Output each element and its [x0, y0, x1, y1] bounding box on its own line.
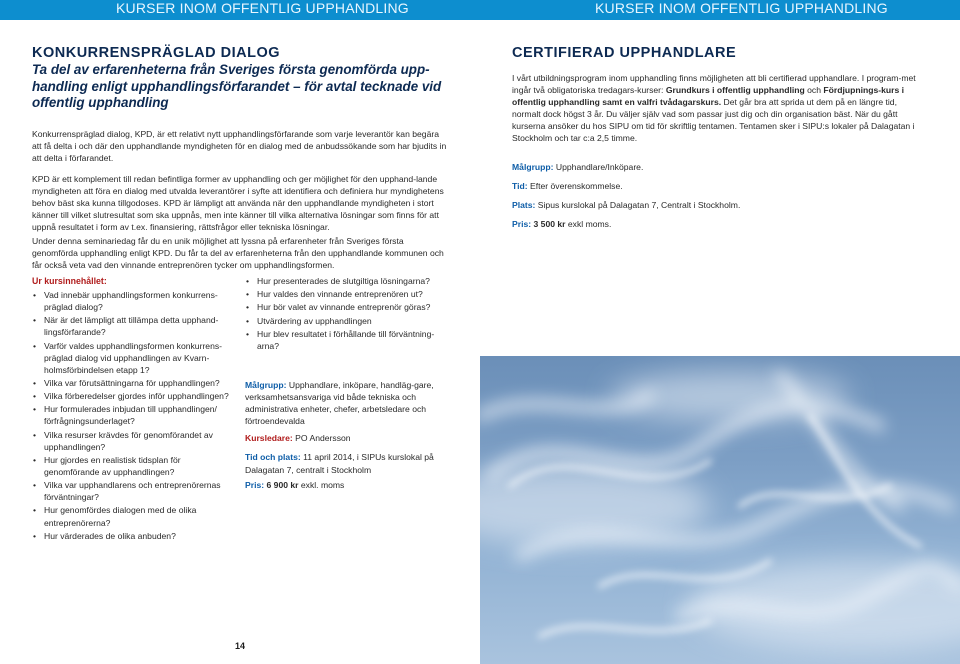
header-title-right: KURSER INOM OFFENTLIG UPPHANDLING — [595, 0, 888, 16]
certified-course-basic: Grundkurs i offentlig upphandling — [665, 85, 805, 96]
price-value: 3 500 kr — [531, 218, 566, 229]
target-group-kpd — [245, 379, 450, 427]
certified-paragraph — [512, 72, 924, 145]
course-content-list-1 — [32, 289, 230, 542]
target-group-label: Målgrupp: — [512, 161, 554, 172]
list-item: • Hur genomfördes dialogen med de olika entreprenörerna? — [32, 504, 230, 528]
intro-paragraph-2: KPD är ett komplement till redan befintliga former av upphandling och ger möjlighet för den upphand-lande myndigheten att föra en dialog med utvalda leverantörer i syfte att identifiera och definiera hur myndighetens behov bäst ska kunna tillgodoses. KPD är lämpligt att använda när den upphandlande myndigheten i stort känner till vilket slutresultat som ska uppnås, men inte känner till vilka alternativa lösningar som finns för att uppnå resultatet i form av t.ex. finansiering, rättsfrågor eller tekniska lösningar. — [32, 173, 444, 233]
list-item: • När är det lämpligt att tillämpa detta upphand-lingsförfarande? — [32, 314, 230, 338]
course-leader-text: PO Andersson — [292, 433, 351, 444]
target-group-label: Målgrupp: — [245, 379, 287, 390]
list-item: • Vad innebär upphandlingsformen konkurrens-präglad dialog? — [32, 289, 230, 313]
price-suffix: exkl moms. — [565, 218, 612, 229]
header-bar-right — [480, 0, 960, 20]
intro-paragraph-1: Konkurrenspräglad dialog, KPD, är ett relativt nytt upphandlingsförfarande som varje leverantör kan begära att få delta i och där den upphandlande myndigheten för en dialog med de anbudssökande som har bjudits in att delta i förfarandet. — [32, 128, 447, 163]
lead-line-1: Ta del av erfarenheterna från Sveriges första genomförda upp- — [32, 62, 430, 77]
header-bar-left — [0, 0, 480, 20]
list-item: • Vilka var förutsättningarna för upphandlingen? — [32, 377, 230, 389]
section-title-certified: CERTIFIERAD UPPHANDLARE — [512, 45, 737, 61]
list-item: • Utvärdering av upphandlingen — [245, 315, 450, 327]
time-place-text: 11 april 2014, i SIPUs kurslokal på Dalagatan 7, centralt i Stockholm — [245, 452, 434, 475]
list-item: • Vilka förberedelser gjordes inför upphandlingen? — [32, 390, 230, 402]
time-and-place — [245, 451, 450, 475]
list-item: • Hur bör valet av vinnande entreprenör göras? — [245, 301, 450, 313]
lead-line-3: offentlig upphandling — [32, 95, 169, 110]
place-text: Sipus kurslokal på Dalagatan 7, Centralt i Stockholm. — [535, 199, 741, 210]
course-content-list-2 — [245, 275, 450, 352]
list-item: • Hur värderades de olika anbuden? — [32, 530, 230, 542]
lead-text — [32, 62, 450, 112]
course-content-heading: Ur kursinnehållet: — [32, 276, 107, 286]
list-item: • Hur blev resultatet i förhållande till förväntning-arna? — [245, 328, 450, 352]
sky-clouds-photo — [480, 356, 960, 664]
price-label: Pris: — [512, 218, 532, 229]
price-kpd — [245, 479, 450, 491]
list-item: • Vilka var upphandlarens och entreprenörernas förväntningar? — [32, 479, 230, 503]
section-title-kpd: KONKURRENSPRÄGLAD DIALOG — [32, 45, 281, 61]
lead-line-2: handling enligt upphandlingsförfarandet – för avtal tecknade vid — [32, 78, 442, 94]
time-text: Efter överenskommelse. — [527, 180, 623, 191]
intro-paragraph-3: Under denna seminariedag får du en unik möjlighet att lyssna på erfarenheter från Sveriges första genomförda upphandling enligt KPD. Du får ta del av erfarenheterna från den upphandlande kommunen och får också veta vad den vinnande entreprenören tycker om upphandlingsformen. — [32, 236, 444, 271]
place-label: Plats: — [512, 199, 536, 210]
time-label: Tid: — [512, 180, 528, 191]
course-leader — [245, 432, 450, 444]
course-content-column-1 — [32, 275, 230, 543]
price-label: Pris: — [245, 479, 265, 490]
target-group-certified — [512, 161, 924, 173]
header-title-left: KURSER INOM OFFENTLIG UPPHANDLING — [116, 0, 409, 16]
course-leader-label: Kursledare: — [245, 433, 293, 444]
certified-text-c: och — [804, 85, 824, 96]
list-item: • Vilka resurser krävdes för genomförandet av upphandlingen? — [32, 429, 230, 453]
price-suffix: exkl. moms — [298, 479, 345, 490]
course-content-column-2 — [245, 275, 450, 491]
certified-section — [512, 45, 924, 230]
time-certified — [512, 180, 924, 192]
certified-text-e: Det går bra att sprida ut dem på en längre tid, normalt dock högst 3 år. Du väljer själv vad som passar just dig och din organisation bäst. När du gått kurserna ansöker du hos SIPU om tid för skriftlig tentamen. Tentamen sker i SIPU:s lokaler på Dalagatan i Stockholm och tar c:a 2,5 timme. — [512, 97, 915, 144]
target-group-text: Upphandlare, inköpare, handläg-gare, verksamhetsansvariga vid både tekniska och administrativa enheter, chefer, arbetsledare och förtroendevalda — [245, 379, 434, 427]
certified-course-advanced: Fördjupnings-kurs i offentlig upphandling samt en valfri tvådagarskurs. — [512, 85, 905, 108]
list-item: • Hur formulerades inbjudan till upphandlingen/ förfrågningsunderlaget? — [32, 403, 230, 427]
time-place-label: Tid och plats: — [245, 452, 301, 463]
list-item: • Hur valdes den vinnande entreprenören ut? — [245, 288, 450, 300]
clouds-illustration — [480, 356, 960, 664]
page-number: 14 — [234, 641, 245, 651]
list-item: • Varför valdes upphandlingsformen konkurrens-präglad dialog vid upphandlingen av Kvarn-holmsförbindelsen etapp 1? — [32, 340, 230, 376]
price-value: 6 900 kr — [264, 479, 299, 490]
list-item: • Hur gjordes en realistisk tidsplan för genomförande av upphandlingen? — [32, 454, 230, 478]
place-certified — [512, 199, 924, 211]
price-certified — [512, 218, 924, 230]
list-item: • Hur presenterades de slutgiltiga lösningarna? — [245, 275, 450, 287]
intro-section — [32, 45, 450, 272]
target-group-text: Upphandlare/Inköpare. — [553, 161, 644, 172]
certified-text-a: I vårt utbildningsprogram inom upphandling finns möjligheten att bli certifierad upphandlare. I program-met ingår två obligatoriska tredagars-kurser: — [512, 73, 916, 96]
